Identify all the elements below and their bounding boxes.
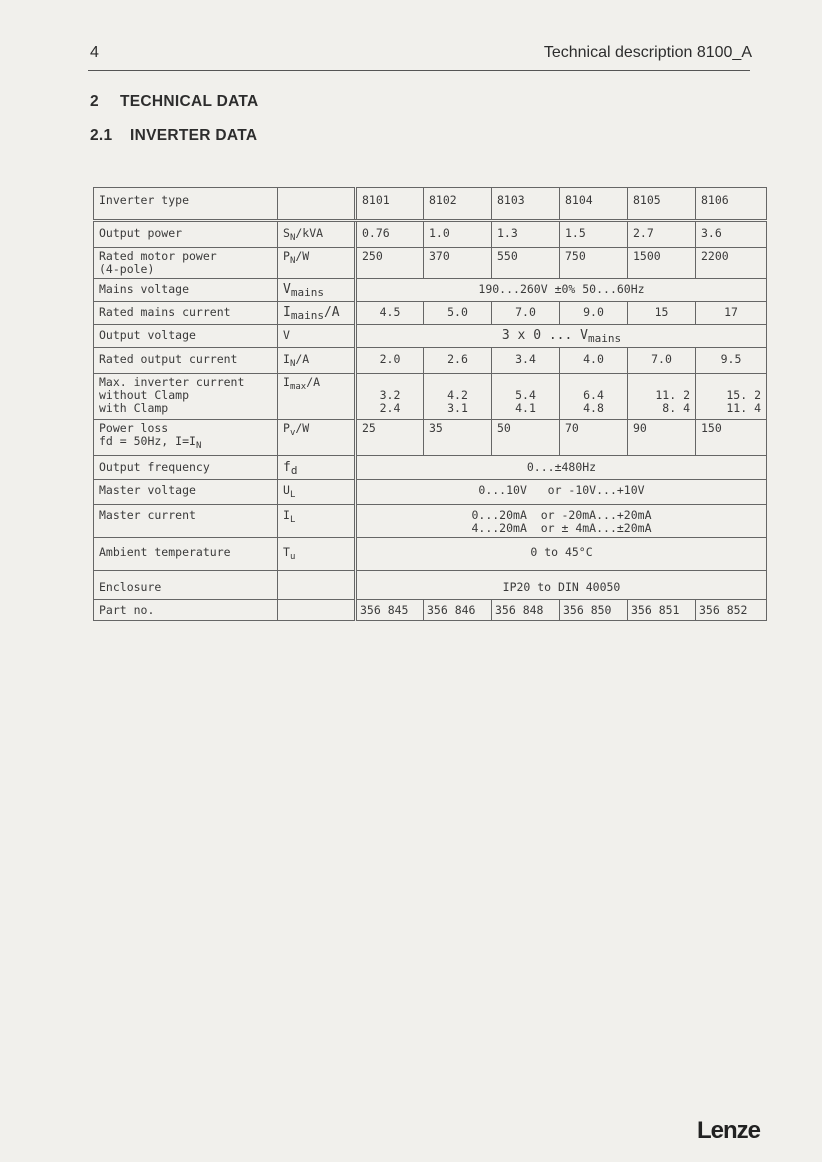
symbol-subscript: max xyxy=(289,382,307,392)
symbol-cell xyxy=(278,374,356,420)
table-row-max-inverter-current xyxy=(94,374,767,420)
value-cell: 2.6 xyxy=(424,348,492,374)
merged-value-cell: 0...±480Hz xyxy=(356,456,767,480)
section-title: TECHNICAL DATA xyxy=(120,93,259,110)
row-label: Master current xyxy=(94,505,278,538)
symbol-subscript: u xyxy=(289,552,296,562)
merged-value-cell: 0...10V or -10V...+10V xyxy=(356,480,767,505)
value-cell: 35 xyxy=(424,420,492,456)
table-row-output-frequency xyxy=(94,456,767,480)
table-row-output-power xyxy=(94,221,767,248)
value-cell: 90 xyxy=(628,420,696,456)
part-number-cell: 356 850 xyxy=(560,600,628,621)
with-clamp-value: 8. 4 xyxy=(662,401,690,415)
value-cell xyxy=(492,374,560,420)
row-label-line: Max. inverter current xyxy=(99,375,245,389)
table-row-part-no xyxy=(94,600,767,621)
row-label: Rated output current xyxy=(94,348,278,374)
symbol-cell: V xyxy=(278,325,356,348)
value-cell: 9.5 xyxy=(696,348,767,374)
symbol-subscript: L xyxy=(289,515,296,525)
part-number-cell: 356 848 xyxy=(492,600,560,621)
row-label-subscript: N xyxy=(195,441,202,451)
value-cell: 0.76 xyxy=(356,221,424,248)
value-cell: 150 xyxy=(696,420,767,456)
section-heading-technical-data xyxy=(90,93,259,111)
row-label-line: with Clamp xyxy=(99,401,169,415)
value-cell: 250 xyxy=(356,248,424,279)
unit: /kVA xyxy=(295,226,324,240)
unit: /W xyxy=(295,249,310,263)
row-label: Mains voltage xyxy=(94,279,278,302)
type-cell: 8104 xyxy=(560,188,628,221)
symbol-subscript: N xyxy=(289,359,296,369)
value-cell xyxy=(356,374,424,420)
value-line: 0...20mA or -20mA...+20mA xyxy=(471,508,652,522)
symbol: f xyxy=(283,460,291,475)
symbol-cell xyxy=(278,571,356,600)
row-label: Output voltage xyxy=(94,325,278,348)
unit: /A xyxy=(306,375,321,389)
part-number-cell: 356 845 xyxy=(356,600,424,621)
without-clamp-value: 6.4 xyxy=(583,388,604,402)
with-clamp-value: 4.1 xyxy=(515,401,536,415)
type-cell: 8106 xyxy=(696,188,767,221)
value-cell: 7.0 xyxy=(492,302,560,325)
value-cell: 25 xyxy=(356,420,424,456)
symbol-cell xyxy=(278,348,356,374)
section-number: 2.1 xyxy=(90,127,113,144)
row-label xyxy=(94,374,278,420)
table-row-rated-motor-power xyxy=(94,248,767,279)
symbol-cell xyxy=(278,480,356,505)
value-cell: 2200 xyxy=(696,248,767,279)
value-cell: 3.6 xyxy=(696,221,767,248)
value-cell: 9.0 xyxy=(560,302,628,325)
symbol-subscript: N xyxy=(289,233,296,243)
symbol-subscript: mains xyxy=(290,286,324,299)
header-rule xyxy=(88,70,750,71)
row-label: Ambient temperature xyxy=(94,538,278,571)
part-number-cell: 356 852 xyxy=(696,600,767,621)
value-cell: 50 xyxy=(492,420,560,456)
value-cell: 7.0 xyxy=(628,348,696,374)
value-cell: 1.0 xyxy=(424,221,492,248)
with-clamp-value: 11. 4 xyxy=(726,401,761,415)
value-cell: 750 xyxy=(560,248,628,279)
symbol-cell xyxy=(278,188,356,221)
row-label-line: Power loss xyxy=(99,421,169,435)
table-row-ambient-temperature xyxy=(94,538,767,571)
symbol-subscript: v xyxy=(289,428,296,438)
symbol-subscript: N xyxy=(289,256,296,266)
unit: /A xyxy=(295,352,310,366)
symbol-subscript: mains xyxy=(290,309,324,322)
symbol-cell xyxy=(278,221,356,248)
symbol: I xyxy=(283,352,290,366)
row-label-line: without Clamp xyxy=(99,388,190,402)
symbol: I xyxy=(283,508,290,522)
value-cell: 370 xyxy=(424,248,492,279)
type-cell: 8103 xyxy=(492,188,560,221)
table-row-output-voltage xyxy=(94,325,767,348)
symbol: I xyxy=(283,375,290,389)
symbol: I xyxy=(283,305,291,320)
symbol: U xyxy=(283,483,290,497)
lenze-logo: Lenze xyxy=(696,1117,760,1144)
row-label xyxy=(94,420,278,456)
with-clamp-value: 4.8 xyxy=(583,401,604,415)
without-clamp-value: 11. 2 xyxy=(655,388,690,402)
without-clamp-value: 4.2 xyxy=(447,388,468,402)
row-label: Inverter type xyxy=(94,188,278,221)
row-label: Output frequency xyxy=(94,456,278,480)
merged-value-cell: 190...260V ±0% 50...60Hz xyxy=(356,279,767,302)
value-cell: 1.3 xyxy=(492,221,560,248)
merged-value-cell: 0 to 45°C xyxy=(356,538,767,571)
section-heading-inverter-data xyxy=(90,127,257,145)
table-row-mains-voltage xyxy=(94,279,767,302)
merged-value-cell: IP20 to DIN 40050 xyxy=(356,571,767,600)
with-clamp-value: 3.1 xyxy=(447,401,468,415)
row-label: Rated mains current xyxy=(94,302,278,325)
value-cell: 1.5 xyxy=(560,221,628,248)
value-cell: 3.4 xyxy=(492,348,560,374)
part-number-cell: 356 846 xyxy=(424,600,492,621)
row-label: Part no. xyxy=(94,600,278,621)
symbol-cell xyxy=(278,302,356,325)
symbol-cell xyxy=(278,279,356,302)
value-cell: 550 xyxy=(492,248,560,279)
table-row-rated-output-current xyxy=(94,348,767,374)
value-cell xyxy=(696,374,767,420)
value-cell xyxy=(628,374,696,420)
unit: /A xyxy=(323,305,340,320)
symbol-cell xyxy=(278,248,356,279)
value-cell: 5.0 xyxy=(424,302,492,325)
merged-value-cell xyxy=(356,325,767,348)
symbol-cell xyxy=(278,420,356,456)
value-cell: 4.5 xyxy=(356,302,424,325)
without-clamp-value: 5.4 xyxy=(515,388,536,402)
value-cell: 4.0 xyxy=(560,348,628,374)
without-clamp-value: 15. 2 xyxy=(726,388,761,402)
row-label-line: (4-pole) xyxy=(99,262,155,276)
symbol-cell xyxy=(278,538,356,571)
row-label-line: Rated motor power xyxy=(99,249,217,263)
row-label: Output power xyxy=(94,221,278,248)
symbol: V xyxy=(283,282,291,297)
value-cell: 2.0 xyxy=(356,348,424,374)
page-number: 4 xyxy=(90,44,99,61)
value-cell: 1500 xyxy=(628,248,696,279)
section-title: INVERTER DATA xyxy=(130,127,258,144)
row-label-text: fd = 50Hz, I=I xyxy=(99,434,196,448)
merged-value-cell xyxy=(356,505,767,538)
unit: /W xyxy=(295,421,310,435)
table-row-rated-mains-current xyxy=(94,302,767,325)
table-row-master-voltage xyxy=(94,480,767,505)
symbol: P xyxy=(283,249,290,263)
value-line: 4...20mA or ± 4mA...±20mA xyxy=(471,521,652,535)
value-cell: 2.7 xyxy=(628,221,696,248)
symbol-subscript: L xyxy=(289,490,296,500)
type-cell: 8102 xyxy=(424,188,492,221)
symbol: S xyxy=(283,226,290,240)
value-subscript: mains xyxy=(587,332,622,345)
value-cell xyxy=(424,374,492,420)
value-cell: 70 xyxy=(560,420,628,456)
type-cell: 8105 xyxy=(628,188,696,221)
value-cell xyxy=(560,374,628,420)
table-row-enclosure xyxy=(94,571,767,600)
part-number-cell: 356 851 xyxy=(628,600,696,621)
without-clamp-value: 3.2 xyxy=(379,388,401,402)
page-header-description: Technical description 8100_A xyxy=(543,44,752,61)
row-label-line xyxy=(99,435,272,453)
value-text: 3 x 0 ... V xyxy=(501,328,588,343)
symbol-subscript: d xyxy=(290,464,298,477)
value-cell: 15 xyxy=(628,302,696,325)
table-row-master-current xyxy=(94,505,767,538)
symbol-cell xyxy=(278,505,356,538)
symbol: P xyxy=(283,421,290,435)
value-cell: 17 xyxy=(696,302,767,325)
symbol-cell xyxy=(278,600,356,621)
with-clamp-value: 2.4 xyxy=(379,401,401,415)
section-number: 2 xyxy=(90,93,99,110)
type-cell: 8101 xyxy=(356,188,424,221)
symbol-cell xyxy=(278,456,356,480)
symbol: T xyxy=(283,545,290,559)
table-row-power-loss xyxy=(94,420,767,456)
row-label xyxy=(94,248,278,279)
row-label: Master voltage xyxy=(94,480,278,505)
row-label: Enclosure xyxy=(94,571,278,600)
table-row-inverter-type xyxy=(94,188,767,221)
inverter-data-table xyxy=(93,187,767,621)
